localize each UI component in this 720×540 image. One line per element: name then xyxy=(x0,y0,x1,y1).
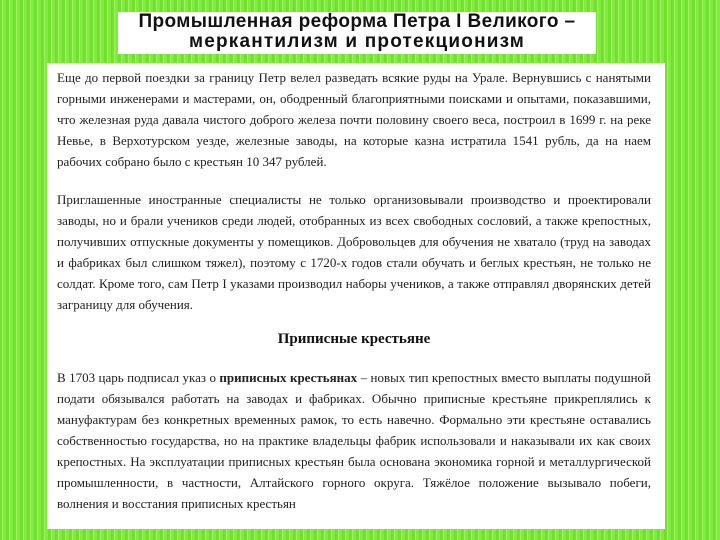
document-body xyxy=(47,63,665,514)
paragraph-ascribed-peasants xyxy=(57,367,651,514)
slide-title-line-2: меркантилизм и протекционизм xyxy=(188,31,526,52)
section-heading: Приписные крестьяне xyxy=(277,331,431,347)
document-page xyxy=(47,63,665,529)
slide-title xyxy=(118,12,596,54)
paragraph-3-rest: – новых тип крепостных вместо выплаты подушной подати обязывался работать на заводах и фабриках. Обычно приписные крестьяне прикреплялись к мануфактурам без конкретных временных рамок, то есть навечно. Формально эти крестьяне оставались собственностью государства, но на практике владельцы фабрик использовали и наказывали их как своих крепостных. На эксплуатации приписных крестьян была основана экономика горной и металлургической промышленности, в частности, Алтайского горного округа. Тяжёлое положение вызывало побеги, волнения и восстания приписных крестьян xyxy=(57,370,651,511)
bold-term: приписных крестьянах xyxy=(219,370,358,385)
paragraph-foreign-specialists: Приглашенные иностранные специалисты не только организовывали производство и проектировали заводы, но и брали учеников среди людей, отобранных из всех свободных сословий, а также крепостных, получивших отпускные документы у помещиков. Добровольцев для обучения не хватало (труд на заводах и фабриках был слишком тяжел), поэтому с 1720-х годов стали обучать и беглых крестьян, не только не солдат. Кроме того, сам Петр I указами производил наборы учеников, а также отправлял дворянских детей заграницу для обучения. xyxy=(57,192,651,312)
paragraph-ural-ores: Еще до первой поездки за границу Петр велел разведать всякие руды на Урале. Вернувшись с нанятыми горными инженерами и мастерами, он, ободренный благоприятными поисками и опытами, показавшими, что железная руда давала чистого доброго железа почти половину своего веса, построил в 1699 г. на реке Невье, в Верхотурском уезде, железные заводы, на которые казна истратила 1541 рубль, да на наем рабочих собрано было с крестьян 10 347 рублей. xyxy=(57,70,651,169)
slide-title-line-1: Промышленная реформа Петра I Великого – xyxy=(138,11,576,32)
paragraph-3-start: В 1703 царь подписал указ о xyxy=(57,370,220,385)
